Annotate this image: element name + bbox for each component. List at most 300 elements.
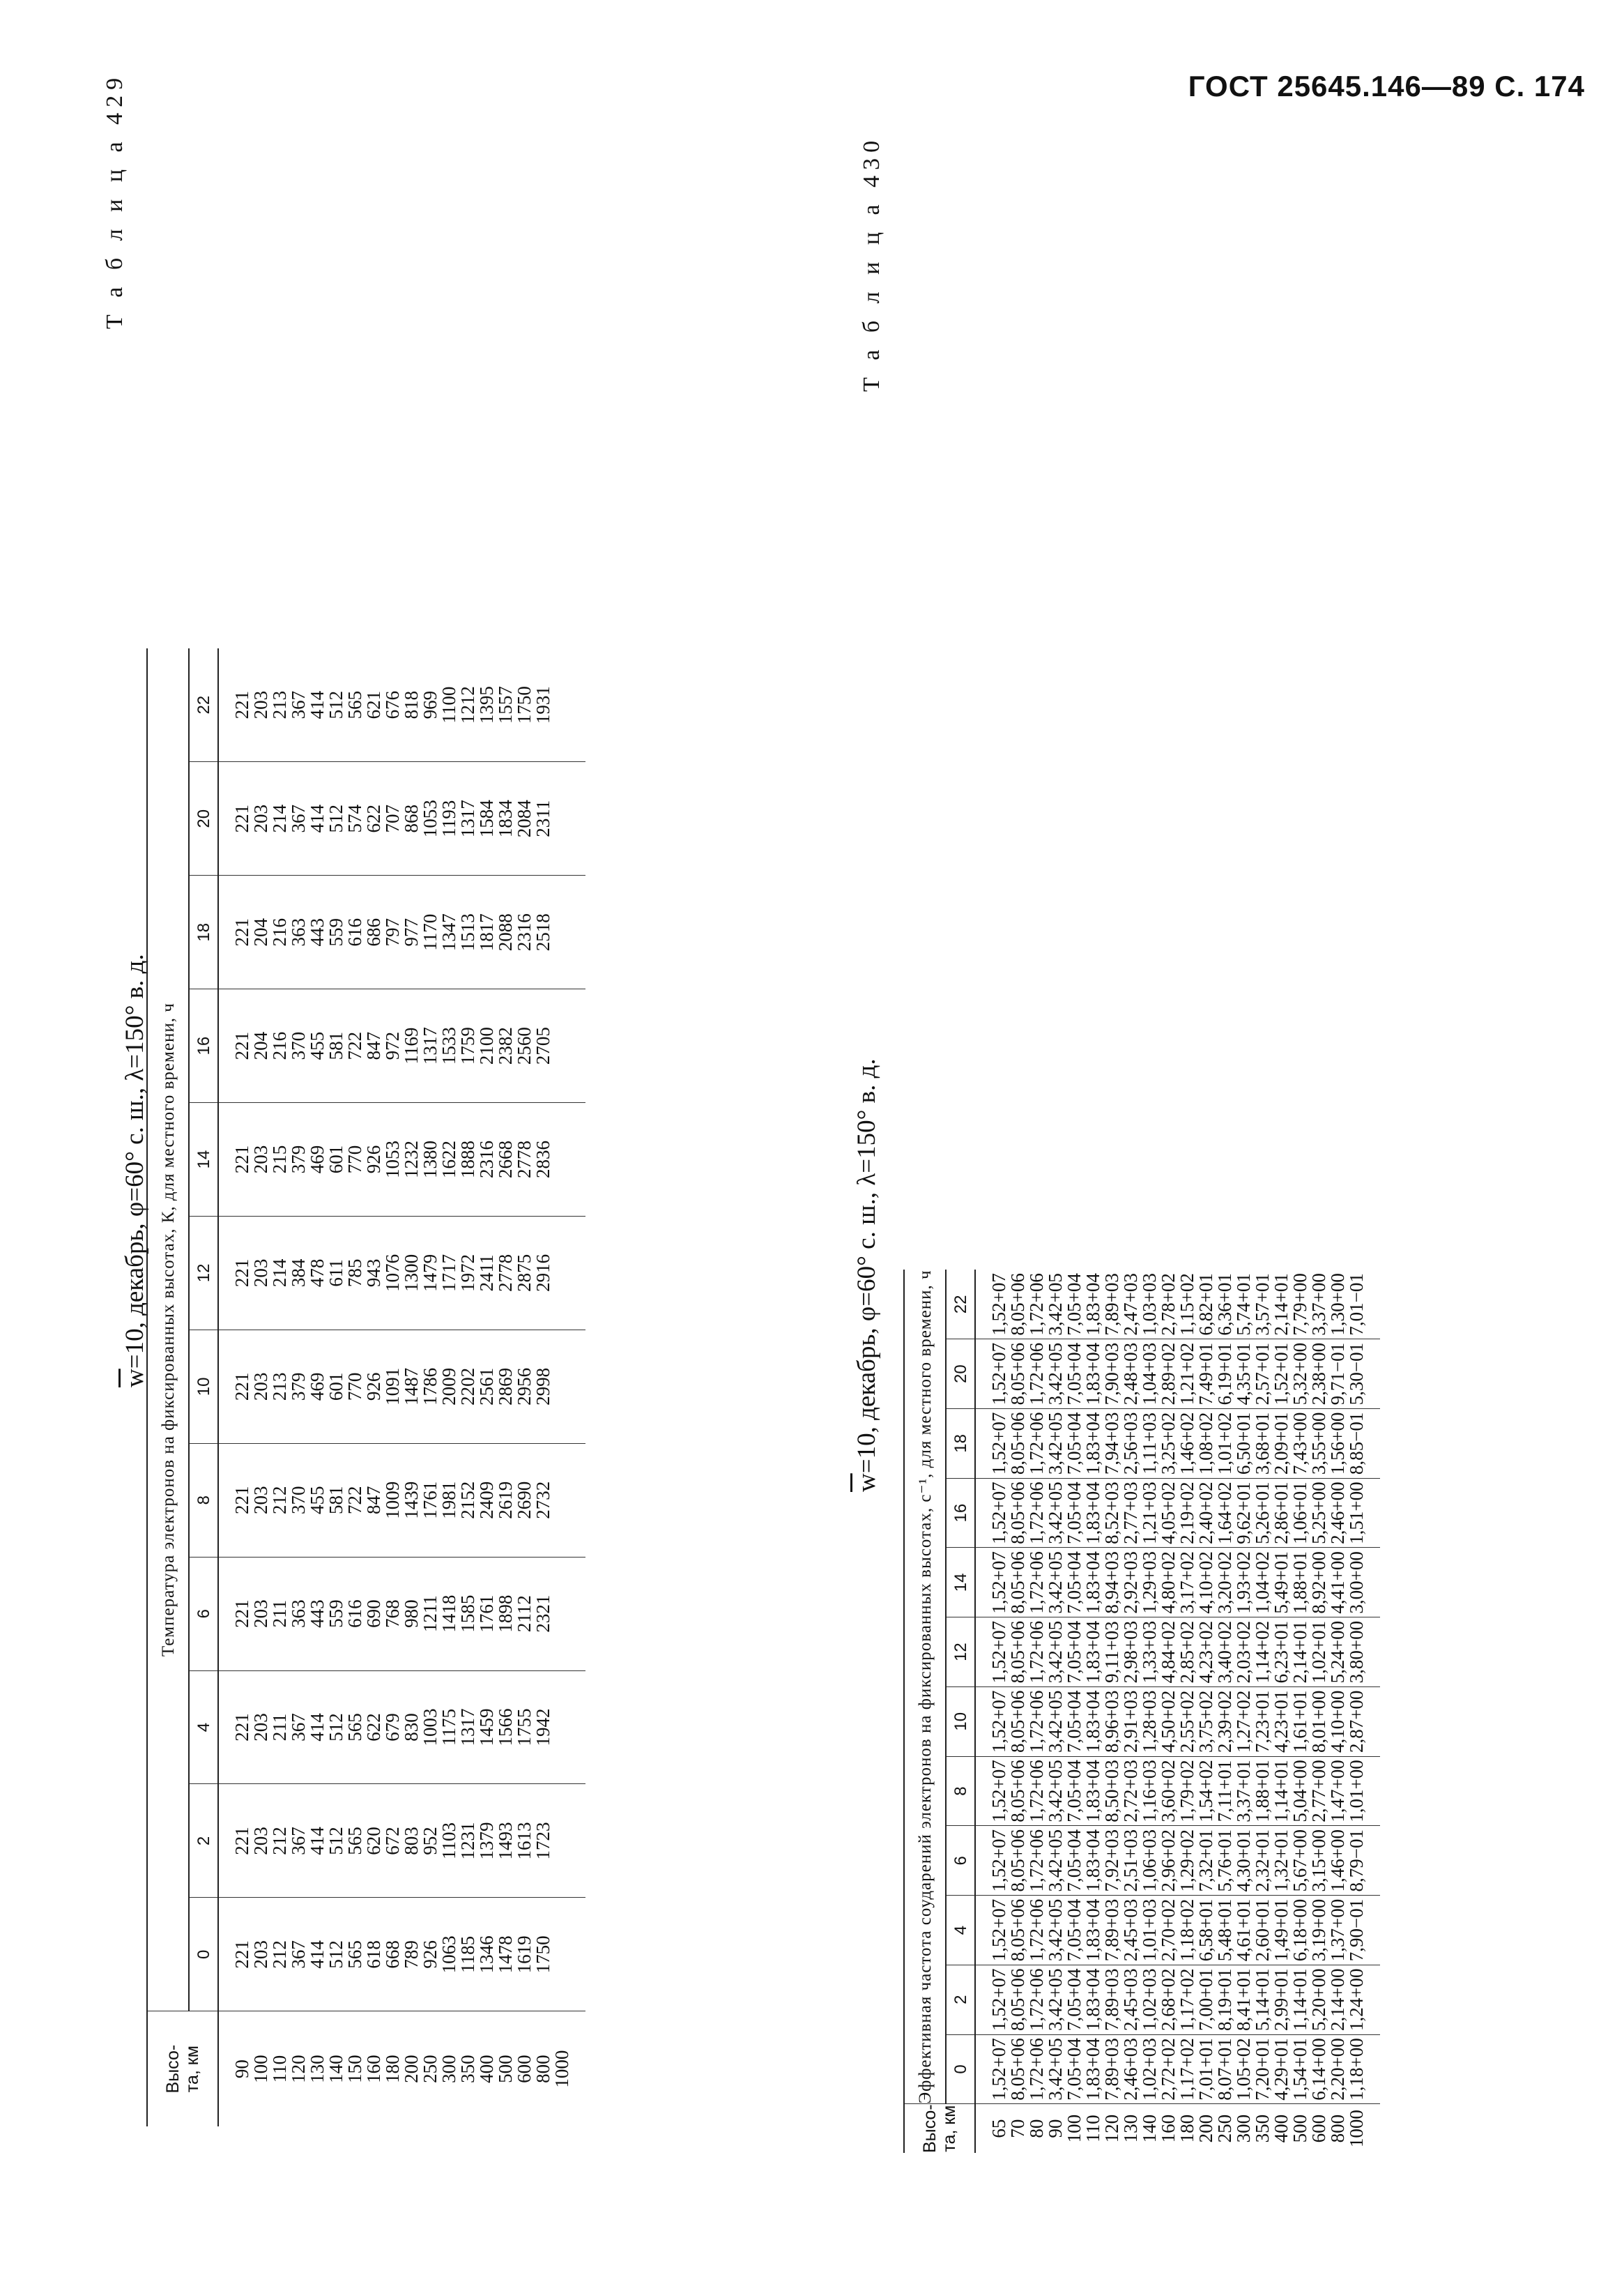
- table-cell: 1,21+02: [1177, 1342, 1197, 1406]
- table-cell: 2,78+02: [1158, 1273, 1179, 1336]
- height-value: 500: [495, 2055, 516, 2083]
- table-cell: 1,83+04: [1082, 1829, 1103, 1892]
- table-cell: 1380: [420, 1141, 441, 1179]
- table-cell: 203: [250, 1258, 271, 1288]
- table-cell: 2956: [514, 1367, 535, 1406]
- table-cell: 3,42+05: [1045, 1412, 1066, 1475]
- hour-column: [218, 1898, 585, 2011]
- table-cell: 1,72+06: [1026, 1273, 1047, 1336]
- hour-column: [218, 1330, 585, 1443]
- table-cell: 3,42+05: [1045, 1342, 1066, 1406]
- table-cell: 1,52+07: [988, 1898, 1009, 1962]
- table-cell: 1,83+04: [1082, 1551, 1103, 1614]
- table-cell: 1,72+06: [1026, 1551, 1047, 1614]
- table-cell: 1,72+06: [1026, 1968, 1047, 2031]
- table-cell: 559: [325, 917, 346, 947]
- table-cell: 3,25+02: [1158, 1412, 1179, 1475]
- table-cell: 1212: [457, 686, 478, 724]
- table-cell: 1,46+02: [1177, 1412, 1197, 1475]
- height-value: 140: [1139, 2114, 1160, 2143]
- hour-column: [975, 1548, 1380, 1617]
- table-cell: 212: [269, 1486, 290, 1514]
- table-cell: 690: [363, 1599, 384, 1628]
- table-cell: 7,89+03: [1101, 2038, 1122, 2101]
- height-value: 140: [325, 2055, 346, 2083]
- table-429-rotated: [146, 648, 585, 2126]
- table-430-caption: Эффективная частота соударений электронов на фиксированных высотах, с⁻¹, для местного времени, ч: [904, 1270, 946, 2103]
- table-cell: 1175: [438, 1709, 459, 1746]
- table-cell: 1,72+06: [1026, 2038, 1047, 2101]
- table-cell: 4,50+02: [1158, 1690, 1179, 1753]
- table-cell: 7,32+01: [1195, 1829, 1216, 1892]
- table-cell: 8,05+06: [1007, 1342, 1028, 1406]
- table-cell: 1,29+03: [1139, 1551, 1160, 1614]
- table-cell: 2,56+03: [1120, 1412, 1141, 1475]
- table-cell: 221: [231, 805, 252, 833]
- table-cell: 7,05+04: [1064, 1898, 1085, 1962]
- table-cell: 8,05+06: [1007, 1620, 1028, 1684]
- hour-column: [975, 1409, 1380, 1479]
- table-cell: 221: [231, 1031, 252, 1060]
- table-cell: 1,54+01: [1289, 2038, 1310, 2101]
- table-cell: 203: [250, 1827, 271, 1855]
- table-cell: 2869: [495, 1367, 516, 1406]
- table-cell: 221: [231, 1258, 252, 1288]
- table-cell: 221: [231, 917, 252, 947]
- height-value: 90: [231, 2059, 252, 2079]
- table-cell: 1,16+03: [1139, 1760, 1160, 1822]
- height-value: 800: [1327, 2114, 1348, 2143]
- table-cell: 7,90+03: [1101, 1342, 1122, 1406]
- table-cell: 830: [401, 1713, 422, 1742]
- table-cell: 1,52+07: [988, 1760, 1009, 1822]
- height-value: 350: [457, 2055, 478, 2083]
- table-cell: 9,71−01: [1327, 1342, 1348, 1406]
- table-cell: 1,51+00: [1346, 1482, 1367, 1544]
- table-cell: 8,05+06: [1007, 1482, 1028, 1544]
- table-cell: 221: [231, 690, 252, 719]
- table-cell: 455: [307, 1031, 328, 1060]
- table-cell: 1185: [457, 1935, 478, 1973]
- table-cell: 8,85−01: [1346, 1412, 1367, 1475]
- table-cell: 1439: [401, 1481, 422, 1519]
- table-cell: 3,42+05: [1045, 1829, 1066, 1892]
- table-cell: 1,83+04: [1082, 1760, 1103, 1822]
- table-cell: 785: [344, 1258, 365, 1288]
- hour-header: 22: [946, 1270, 975, 1339]
- table-cell: 2690: [514, 1481, 535, 1519]
- table-cell: 7,05+04: [1064, 1829, 1085, 1892]
- table-cell: 8,05+06: [1007, 1273, 1028, 1336]
- table-cell: 8,05+06: [1007, 2038, 1028, 2101]
- hour-header: 4: [189, 1670, 218, 1784]
- table-cell: 7,05+04: [1064, 1968, 1085, 2031]
- table-cell: 1,52+07: [988, 1968, 1009, 2031]
- table-cell: 1,88+01: [1289, 1551, 1310, 1614]
- table-cell: 367: [288, 690, 309, 719]
- table-cell: 1,72+06: [1026, 1898, 1047, 1962]
- table-cell: 1,05+02: [1233, 2038, 1254, 2101]
- hour-header: 18: [189, 876, 218, 989]
- table-cell: 1395: [476, 686, 497, 724]
- table-cell: 2088: [495, 913, 516, 952]
- table-cell: 6,19+01: [1214, 1342, 1235, 1406]
- table-cell: 2,38+00: [1308, 1342, 1329, 1406]
- table-cell: 1,02+03: [1139, 2038, 1160, 2101]
- table-cell: 620: [363, 1827, 384, 1855]
- table-cell: 2,09+01: [1271, 1412, 1292, 1475]
- hour-header: 2: [946, 1965, 975, 2034]
- table-cell: 1513: [457, 913, 478, 952]
- table-cell: 1,18+00: [1346, 2038, 1367, 2101]
- table-cell: 1,93+02: [1233, 1551, 1254, 1614]
- table-cell: 1613: [514, 1822, 535, 1860]
- table-cell: 1,52+07: [988, 1482, 1009, 1544]
- table-cell: 7,05+04: [1064, 1760, 1085, 1822]
- table-cell: 8,52+03: [1101, 1482, 1122, 1544]
- table-cell: 1,52+07: [988, 1273, 1009, 1336]
- height-value: 250: [420, 2055, 441, 2083]
- table-cell: 3,42+05: [1045, 1551, 1066, 1614]
- table-cell: 1,52+07: [988, 1829, 1009, 1892]
- table-cell: 2,92+03: [1120, 1551, 1141, 1614]
- table-cell: 1761: [420, 1481, 441, 1519]
- hour-column: [975, 1617, 1380, 1687]
- table-cell: 214: [269, 805, 290, 833]
- table-cell: 4,29+01: [1271, 2038, 1292, 2101]
- table-cell: 1,30+00: [1327, 1273, 1348, 1336]
- table-cell: 581: [325, 1486, 346, 1514]
- table-cell: 216: [269, 1031, 290, 1060]
- table-cell: 3,42+05: [1045, 2038, 1066, 2101]
- table-cell: 1,52+07: [988, 1551, 1009, 1614]
- table-cell: 212: [269, 1940, 290, 1969]
- table-cell: 212: [269, 1827, 290, 1855]
- table-cell: 414: [307, 1827, 328, 1855]
- height-value: 100: [1064, 2114, 1085, 2143]
- table-cell: 1003: [420, 1708, 441, 1746]
- height-value: 130: [307, 2055, 328, 2083]
- table-cell: 1,32+01: [1271, 1829, 1292, 1892]
- table-cell: 1584: [476, 800, 497, 838]
- height-header-line2: та, км: [183, 2046, 202, 2093]
- table-cell: 980: [401, 1599, 422, 1628]
- table-cell: 4,84+02: [1158, 1620, 1179, 1684]
- table-cell: 221: [231, 1372, 252, 1401]
- table-cell: 559: [325, 1599, 346, 1628]
- table-cell: 1,01+00: [1346, 1760, 1367, 1822]
- table-cell: 203: [250, 1372, 271, 1401]
- table-cell: 6,58+01: [1195, 1898, 1216, 1962]
- table-429-caption: Температура электронов на фиксированных высотах, К, для местного времени, ч: [147, 648, 189, 2011]
- table-cell: 1,72+06: [1026, 1690, 1047, 1753]
- table-429-label: Т а б л и ц а 429: [102, 72, 128, 329]
- table-cell: 2,51+03: [1120, 1829, 1141, 1892]
- table-cell: 565: [344, 1827, 365, 1855]
- table-cell: 5,24+00: [1327, 1620, 1348, 1684]
- table-cell: 1,02+01: [1308, 1620, 1329, 1684]
- table-cell: 7,05+04: [1064, 1342, 1085, 1406]
- height-header-line1: Высо-: [163, 2044, 183, 2094]
- table-cell: 203: [250, 1713, 271, 1742]
- height-column-header: [904, 2104, 975, 2153]
- table-cell: 1,52+01: [1271, 1342, 1292, 1406]
- table-cell: 6,82+01: [1195, 1273, 1216, 1336]
- table-cell: 621: [363, 690, 384, 719]
- table-cell: 367: [288, 1940, 309, 1969]
- table-cell: 1009: [382, 1481, 403, 1519]
- height-value: 300: [1233, 2114, 1254, 2143]
- table-cell: 2382: [495, 1027, 516, 1065]
- table-cell: 8,05+06: [1007, 1968, 1028, 2031]
- hours-header-row: [946, 1270, 975, 2153]
- height-value: 400: [476, 2055, 497, 2083]
- table-cell: 1053: [420, 800, 441, 838]
- table-cell: 1379: [476, 1822, 497, 1860]
- table-cell: 478: [307, 1258, 328, 1288]
- table-cell: 611: [325, 1259, 346, 1287]
- table-cell: 977: [401, 917, 422, 947]
- table-cell: 4,05+02: [1158, 1482, 1179, 1544]
- height-value: 160: [363, 2055, 384, 2083]
- hour-column: [975, 1965, 1380, 2034]
- table-cell: 2,89+02: [1158, 1342, 1179, 1406]
- table-cell: 2,57+01: [1252, 1342, 1273, 1406]
- hour-column: [218, 1557, 585, 1670]
- table-cell: 7,00+01: [1195, 1968, 1216, 2031]
- hour-header: 6: [189, 1557, 218, 1670]
- table-cell: 367: [288, 805, 309, 833]
- table-cell: 2409: [476, 1481, 497, 1519]
- table-cell: 1211: [420, 1595, 441, 1633]
- height-value: 600: [1308, 2114, 1329, 2143]
- height-value: 70: [1007, 2119, 1028, 2138]
- table-cell: 469: [307, 1145, 328, 1174]
- table-cell: 797: [382, 917, 403, 947]
- table-cell: 1,06+03: [1139, 1829, 1160, 1892]
- table-cell: 3,42+05: [1045, 1968, 1066, 2031]
- table-cell: 203: [250, 1486, 271, 1514]
- table-cell: 455: [307, 1486, 328, 1514]
- table-cell: 213: [269, 1372, 290, 1401]
- table-cell: 1,72+06: [1026, 1342, 1047, 1406]
- table-cell: 3,68+01: [1252, 1412, 1273, 1475]
- table-cell: 722: [344, 1486, 365, 1514]
- height-value: 65: [988, 2119, 1009, 2138]
- table-cell: 789: [401, 1940, 422, 1969]
- table-cell: 8,41+01: [1233, 1968, 1254, 2031]
- table-cell: 2,91+03: [1120, 1690, 1141, 1753]
- table-430: [903, 1270, 1380, 2153]
- table-cell: 1,64+02: [1214, 1482, 1235, 1544]
- table-cell: 2152: [457, 1481, 478, 1519]
- table-cell: 5,25+00: [1308, 1482, 1329, 1544]
- table-cell: 203: [250, 1940, 271, 1969]
- table-cell: 4,80+02: [1158, 1551, 1179, 1614]
- table-cell: 5,67+00: [1289, 1829, 1310, 1892]
- table-cell: 1786: [420, 1367, 441, 1406]
- table-cell: 1533: [438, 1027, 459, 1065]
- table-cell: 512: [325, 805, 346, 833]
- table-cell: 3,00+00: [1346, 1551, 1367, 1614]
- table-cell: 5,48+01: [1214, 1898, 1235, 1962]
- table-cell: 1,83+04: [1082, 2038, 1103, 2101]
- table-cell: 221: [231, 1599, 252, 1628]
- table-cell: 6,36+01: [1214, 1273, 1235, 1336]
- table-cell: 221: [231, 1940, 252, 1969]
- table-cell: 2,77+00: [1308, 1760, 1329, 1822]
- hour-column: [218, 1103, 585, 1217]
- height-value: 200: [1195, 2114, 1216, 2143]
- table-cell: 722: [344, 1031, 365, 1060]
- table-cell: 969: [420, 690, 441, 719]
- table-cell: 1418: [438, 1594, 459, 1633]
- table-cell: 1981: [438, 1481, 459, 1519]
- table-cell: 215: [269, 1145, 290, 1174]
- table-cell: 1,15+02: [1177, 1273, 1197, 1336]
- height-value: 180: [1177, 2114, 1197, 2143]
- height-value: 80: [1026, 2119, 1047, 2138]
- table-cell: 8,19+01: [1214, 1968, 1235, 2031]
- table-cell: 2518: [533, 913, 553, 952]
- table-cell: 5,49+01: [1271, 1551, 1292, 1614]
- table-cell: 1972: [457, 1254, 478, 1292]
- table-cell: 2,20+00: [1327, 2038, 1348, 2101]
- hour-header: 22: [189, 648, 218, 762]
- table-cell: 6,23+01: [1271, 1620, 1292, 1684]
- hour-header: 12: [946, 1617, 975, 1687]
- table-cell: 803: [401, 1827, 422, 1855]
- table-cell: 1346: [476, 1935, 497, 1974]
- height-value: 350: [1252, 2114, 1273, 2143]
- table-cell: 363: [288, 1599, 309, 1628]
- table-cell: 2,14+01: [1289, 1620, 1310, 1684]
- height-value: 90: [1045, 2119, 1066, 2138]
- hour-column: [975, 1896, 1380, 1965]
- table-cell: 1761: [476, 1594, 497, 1633]
- table-cell: 2,87+00: [1346, 1690, 1367, 1753]
- table-cell: 1622: [438, 1141, 459, 1179]
- table-cell: 2,32+01: [1252, 1829, 1273, 1892]
- table-cell: 1,27+02: [1233, 1690, 1254, 1753]
- table-cell: 363: [288, 917, 309, 947]
- table-cell: 512: [325, 1713, 346, 1742]
- table-cell: 565: [344, 1713, 365, 1742]
- table-cell: 926: [363, 1372, 384, 1401]
- table-cell: 1,08+02: [1195, 1412, 1216, 1475]
- table-cell: 2,45+03: [1120, 1968, 1141, 2031]
- hour-header: 16: [946, 1478, 975, 1548]
- hour-column: [975, 1826, 1380, 1896]
- hour-column: [218, 1443, 585, 1557]
- table-cell: 469: [307, 1372, 328, 1401]
- table-cell: 8,05+06: [1007, 1760, 1028, 1822]
- mean-w-symbol: $\overline{w}$: [852, 1473, 881, 1492]
- table-cell: 1487: [401, 1367, 422, 1406]
- table-cell: 2,96+02: [1158, 1829, 1179, 1892]
- table-cell: 7,05+04: [1064, 1482, 1085, 1544]
- table-cell: 7,92+03: [1101, 1829, 1122, 1892]
- table-cell: 5,76+01: [1214, 1829, 1235, 1892]
- table-cell: 3,42+05: [1045, 1690, 1066, 1753]
- table-cell: 770: [344, 1372, 365, 1401]
- height-value: 300: [438, 2055, 459, 2083]
- height-value: 500: [1289, 2114, 1310, 2143]
- table-cell: 414: [307, 690, 328, 719]
- table-cell: 847: [363, 1031, 384, 1060]
- table-cell: 2,60+01: [1252, 1898, 1273, 1962]
- table-cell: 2,68+02: [1158, 1968, 1179, 2031]
- mean-w-symbol: $\overline{w}$: [121, 1369, 149, 1387]
- table-cell: 707: [382, 805, 403, 833]
- table-cell: 1,52+07: [988, 1342, 1009, 1406]
- hour-header: 12: [189, 1216, 218, 1330]
- hour-column: [218, 876, 585, 989]
- table-cell: 3,42+05: [1045, 1620, 1066, 1684]
- table-cell: 8,07+01: [1214, 2038, 1235, 2101]
- hour-column: [975, 1478, 1380, 1548]
- table-cell: 868: [401, 805, 422, 833]
- table-cell: 4,41+00: [1327, 1551, 1348, 1614]
- hour-header: 6: [946, 1826, 975, 1896]
- table-cell: 512: [325, 1940, 346, 1969]
- table-430-rotated: [903, 1270, 1380, 2153]
- table-cell: 2875: [514, 1254, 535, 1292]
- table-cell: 952: [420, 1827, 441, 1855]
- table-cell: 211: [269, 1599, 290, 1628]
- table-cell: 3,42+05: [1045, 1898, 1066, 1962]
- table-cell: 211: [269, 1713, 290, 1742]
- table-cell: 1,52+07: [988, 1412, 1009, 1475]
- table-cell: 1,24+00: [1346, 1968, 1367, 2031]
- height-value: 130: [1120, 2114, 1141, 2143]
- table-cell: 1347: [438, 913, 459, 952]
- table-cell: 7,43+00: [1289, 1412, 1310, 1475]
- table-cell: 8,05+06: [1007, 1551, 1028, 1614]
- table-cell: 2,98+03: [1120, 1620, 1141, 1684]
- height-value: 180: [382, 2055, 403, 2083]
- table-cell: 1566: [495, 1708, 516, 1746]
- table-cell: 1557: [495, 686, 516, 724]
- table-cell: 1898: [495, 1594, 516, 1633]
- table-cell: 5,04+00: [1289, 1760, 1310, 1822]
- hour-column: [975, 2034, 1380, 2104]
- table-cell: 370: [288, 1486, 309, 1514]
- table-cell: 414: [307, 1713, 328, 1742]
- table-cell: 8,79−01: [1346, 1829, 1367, 1892]
- table-cell: 6,50+01: [1233, 1412, 1254, 1475]
- hour-header: 14: [189, 1103, 218, 1217]
- heights-column: [218, 2011, 585, 2126]
- table-cell: 1,52+07: [988, 1620, 1009, 1684]
- height-column-header: [147, 2011, 218, 2126]
- table-cell: 2,39+02: [1214, 1690, 1235, 1753]
- table-cell: 512: [325, 1827, 346, 1855]
- table-cell: 2,85+02: [1177, 1620, 1197, 1684]
- table-cell: 221: [231, 1713, 252, 1742]
- table-cell: 1,83+04: [1082, 1342, 1103, 1406]
- table-cell: 1834: [495, 800, 516, 838]
- table-cell: 1,47+00: [1327, 1760, 1348, 1822]
- table-cell: 2,46+03: [1120, 2038, 1141, 2101]
- table-cell: 2778: [514, 1141, 535, 1179]
- table-body-row: [218, 648, 585, 2126]
- height-value: 100: [250, 2055, 271, 2083]
- table-cell: 7,94+03: [1101, 1412, 1122, 1475]
- hour-header: 18: [946, 1409, 975, 1479]
- table-cell: 379: [288, 1372, 309, 1401]
- table-cell: 1,49+01: [1271, 1898, 1292, 1962]
